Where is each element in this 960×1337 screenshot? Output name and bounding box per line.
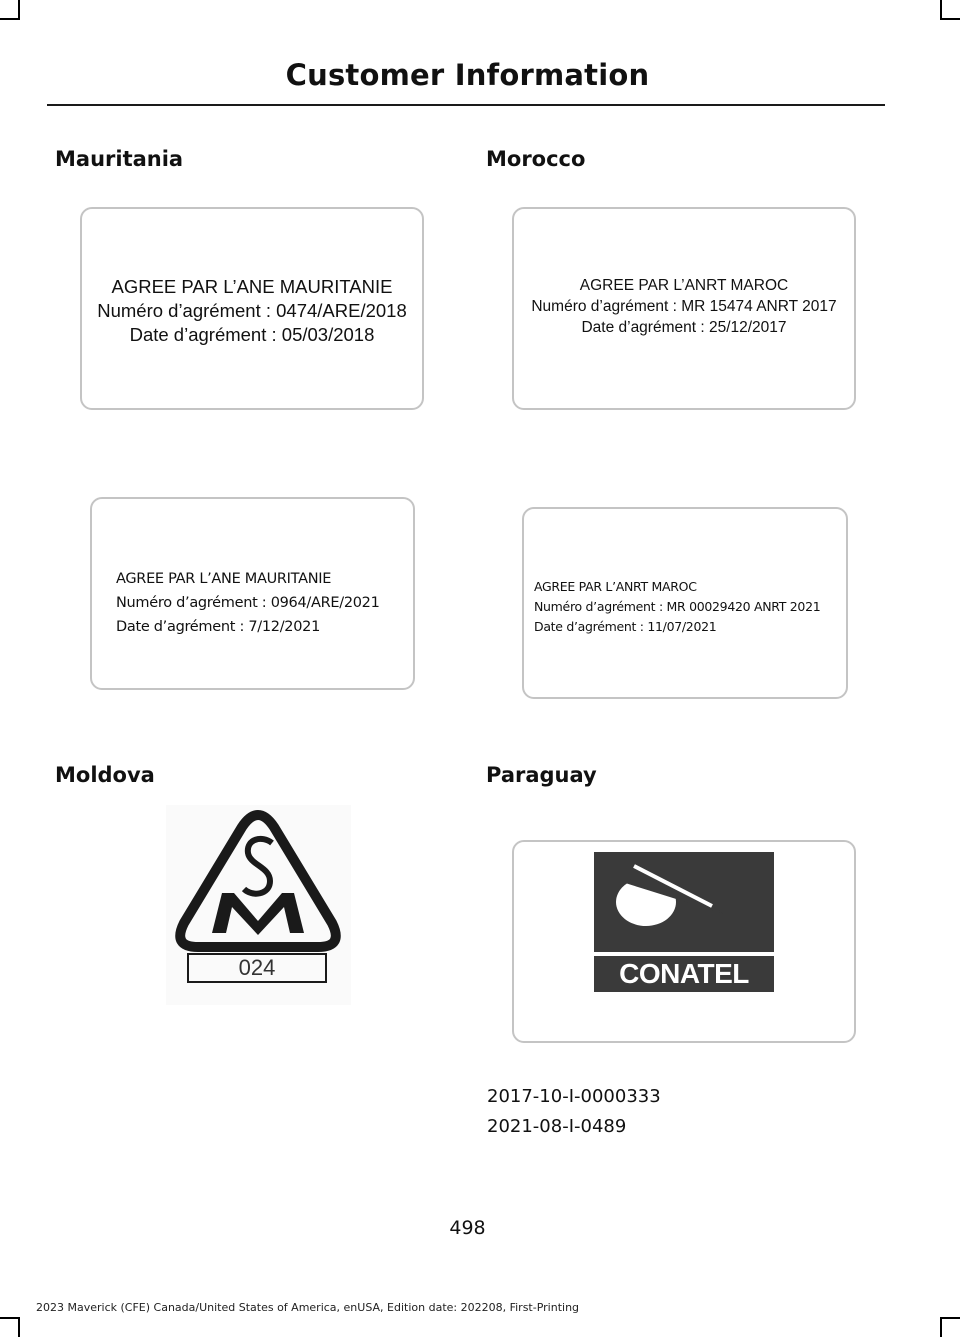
label-line: AGREE PAR L’ANE MAURITANIE bbox=[111, 276, 393, 297]
heading-mauritania: Mauritania bbox=[55, 147, 184, 171]
page-title: Customer Information bbox=[285, 58, 650, 92]
crop-mark bbox=[940, 1317, 960, 1319]
paraguay-conatel-label bbox=[512, 840, 856, 1043]
paraguay-code: 2021-08-I-0489 bbox=[487, 1116, 627, 1137]
heading-moldova: Moldova bbox=[55, 763, 155, 787]
crop-mark bbox=[0, 18, 20, 20]
page-number: 498 bbox=[449, 1217, 486, 1239]
mauritania-approval-label-2018 bbox=[80, 207, 424, 410]
label-line: AGREE PAR L’ANE MAURITANIE bbox=[116, 571, 332, 587]
header-rule bbox=[47, 104, 885, 106]
moldova-conformity-mark bbox=[166, 805, 351, 1005]
crop-mark bbox=[940, 18, 960, 20]
label-line: Numéro d’agrément : MR 15474 ANRT 2017 bbox=[531, 298, 837, 315]
conatel-logo-icon bbox=[594, 852, 774, 952]
label-line: Numéro d’agrément : 0964/ARE/2021 bbox=[116, 595, 380, 611]
label-line: AGREE PAR L’ANRT MAROC bbox=[579, 277, 789, 294]
heading-paraguay: Paraguay bbox=[486, 763, 597, 787]
label-line: Date d’agrément : 05/03/2018 bbox=[129, 324, 375, 345]
conatel-logo-text: CONATEL bbox=[594, 956, 774, 992]
label-line: Date d’agrément : 7/12/2021 bbox=[116, 619, 321, 635]
paraguay-code: 2017-10-I-0000333 bbox=[487, 1086, 661, 1107]
label-line: Numéro d’agrément : 0474/ARE/2018 bbox=[97, 300, 407, 321]
morocco-approval-label-2017 bbox=[512, 207, 856, 410]
label-line: Numéro d’agrément : MR 00029420 ANRT 2021 bbox=[534, 599, 821, 614]
crop-mark bbox=[940, 1317, 942, 1337]
mauritania-approval-label-2021 bbox=[90, 497, 415, 690]
heading-morocco: Morocco bbox=[486, 147, 586, 171]
crop-mark bbox=[18, 1317, 20, 1337]
morocco-approval-label-2021 bbox=[522, 507, 848, 699]
crop-mark bbox=[940, 0, 942, 20]
crop-mark bbox=[18, 0, 20, 20]
label-line: AGREE PAR L’ANRT MAROC bbox=[534, 579, 697, 594]
crop-mark bbox=[0, 1317, 20, 1319]
label-line: Date d’agrément : 11/07/2021 bbox=[534, 619, 717, 634]
footer-edition: 2023 Maverick (CFE) Canada/United States of America, enUSA, Edition date: 202208, First-Printing bbox=[36, 1301, 580, 1314]
label-line: Date d’agrément : 25/12/2017 bbox=[581, 319, 787, 336]
mark-number: 024 bbox=[187, 953, 327, 983]
